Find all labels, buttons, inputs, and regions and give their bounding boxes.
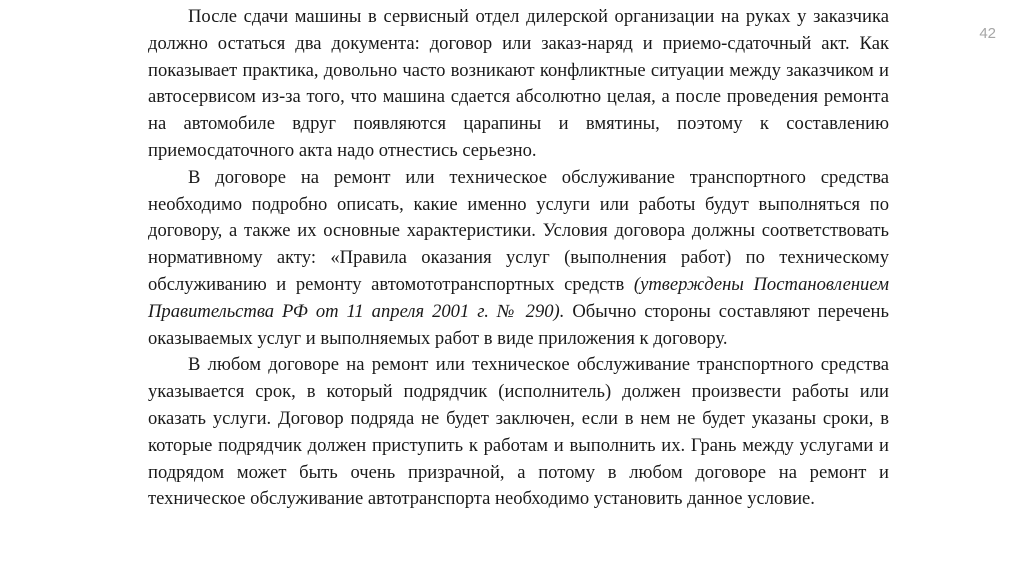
page-number: 42: [979, 25, 996, 42]
paragraph-contract-text-end: Обычно стороны составляют перечень оказываемых услуг и выполняемых работ в виде приложения к договору.: [148, 300, 889, 349]
paragraph-contract-contents: [148, 165, 889, 353]
document-body: [148, 4, 889, 513]
paragraph-contract-text-start: В договоре на ремонт или техническое обслуживание транспортного средства необходимо подробно описать, какие именно услуги или работы будут выполняться по договору, а также их основные характеристики. Условия договора должны соответствовать нормативному акту: «Правила оказания услуг (выполнения работ) по техническому обслуживанию и ремонту автомототранспортных средств: [148, 166, 889, 295]
paragraph-contract-terms: В любом договоре на ремонт или техническое обслуживание транспортного средства указывается срок, в который подрядчик (исполнитель) должен произвести работы или оказать услуги. Договор подряда не будет заключен, если в нем не будет указаны сроки, в которые подрядчик должен приступить к работам и выполнить их. Грань между услугами и подрядом может быть очень призрачной, а потому в любом договоре на ремонт и техническое обслуживание автотранспорта необходимо установить данное условие.: [148, 354, 889, 510]
regulation-reference: (утверждены Постановлением Правительства РФ от 11 апреля 2001 г. № 290).: [148, 273, 889, 322]
paragraph-delivery-documents: После сдачи машины в сервисный отдел дилерской организации на руках у заказчика должно остаться два документа: договор или заказ-наряд и приемо-сдаточный акт. Как показывает практика, довольно часто возникают конфликтные ситуации между заказчиком и автосервисом из-за того, что машина сдается абсолютно целая, а после проведения ремонта на автомобиле вдруг появляются царапины и вмятины, поэтому к составлению приемосдаточного акта надо отнестись серьезно.: [148, 6, 889, 161]
